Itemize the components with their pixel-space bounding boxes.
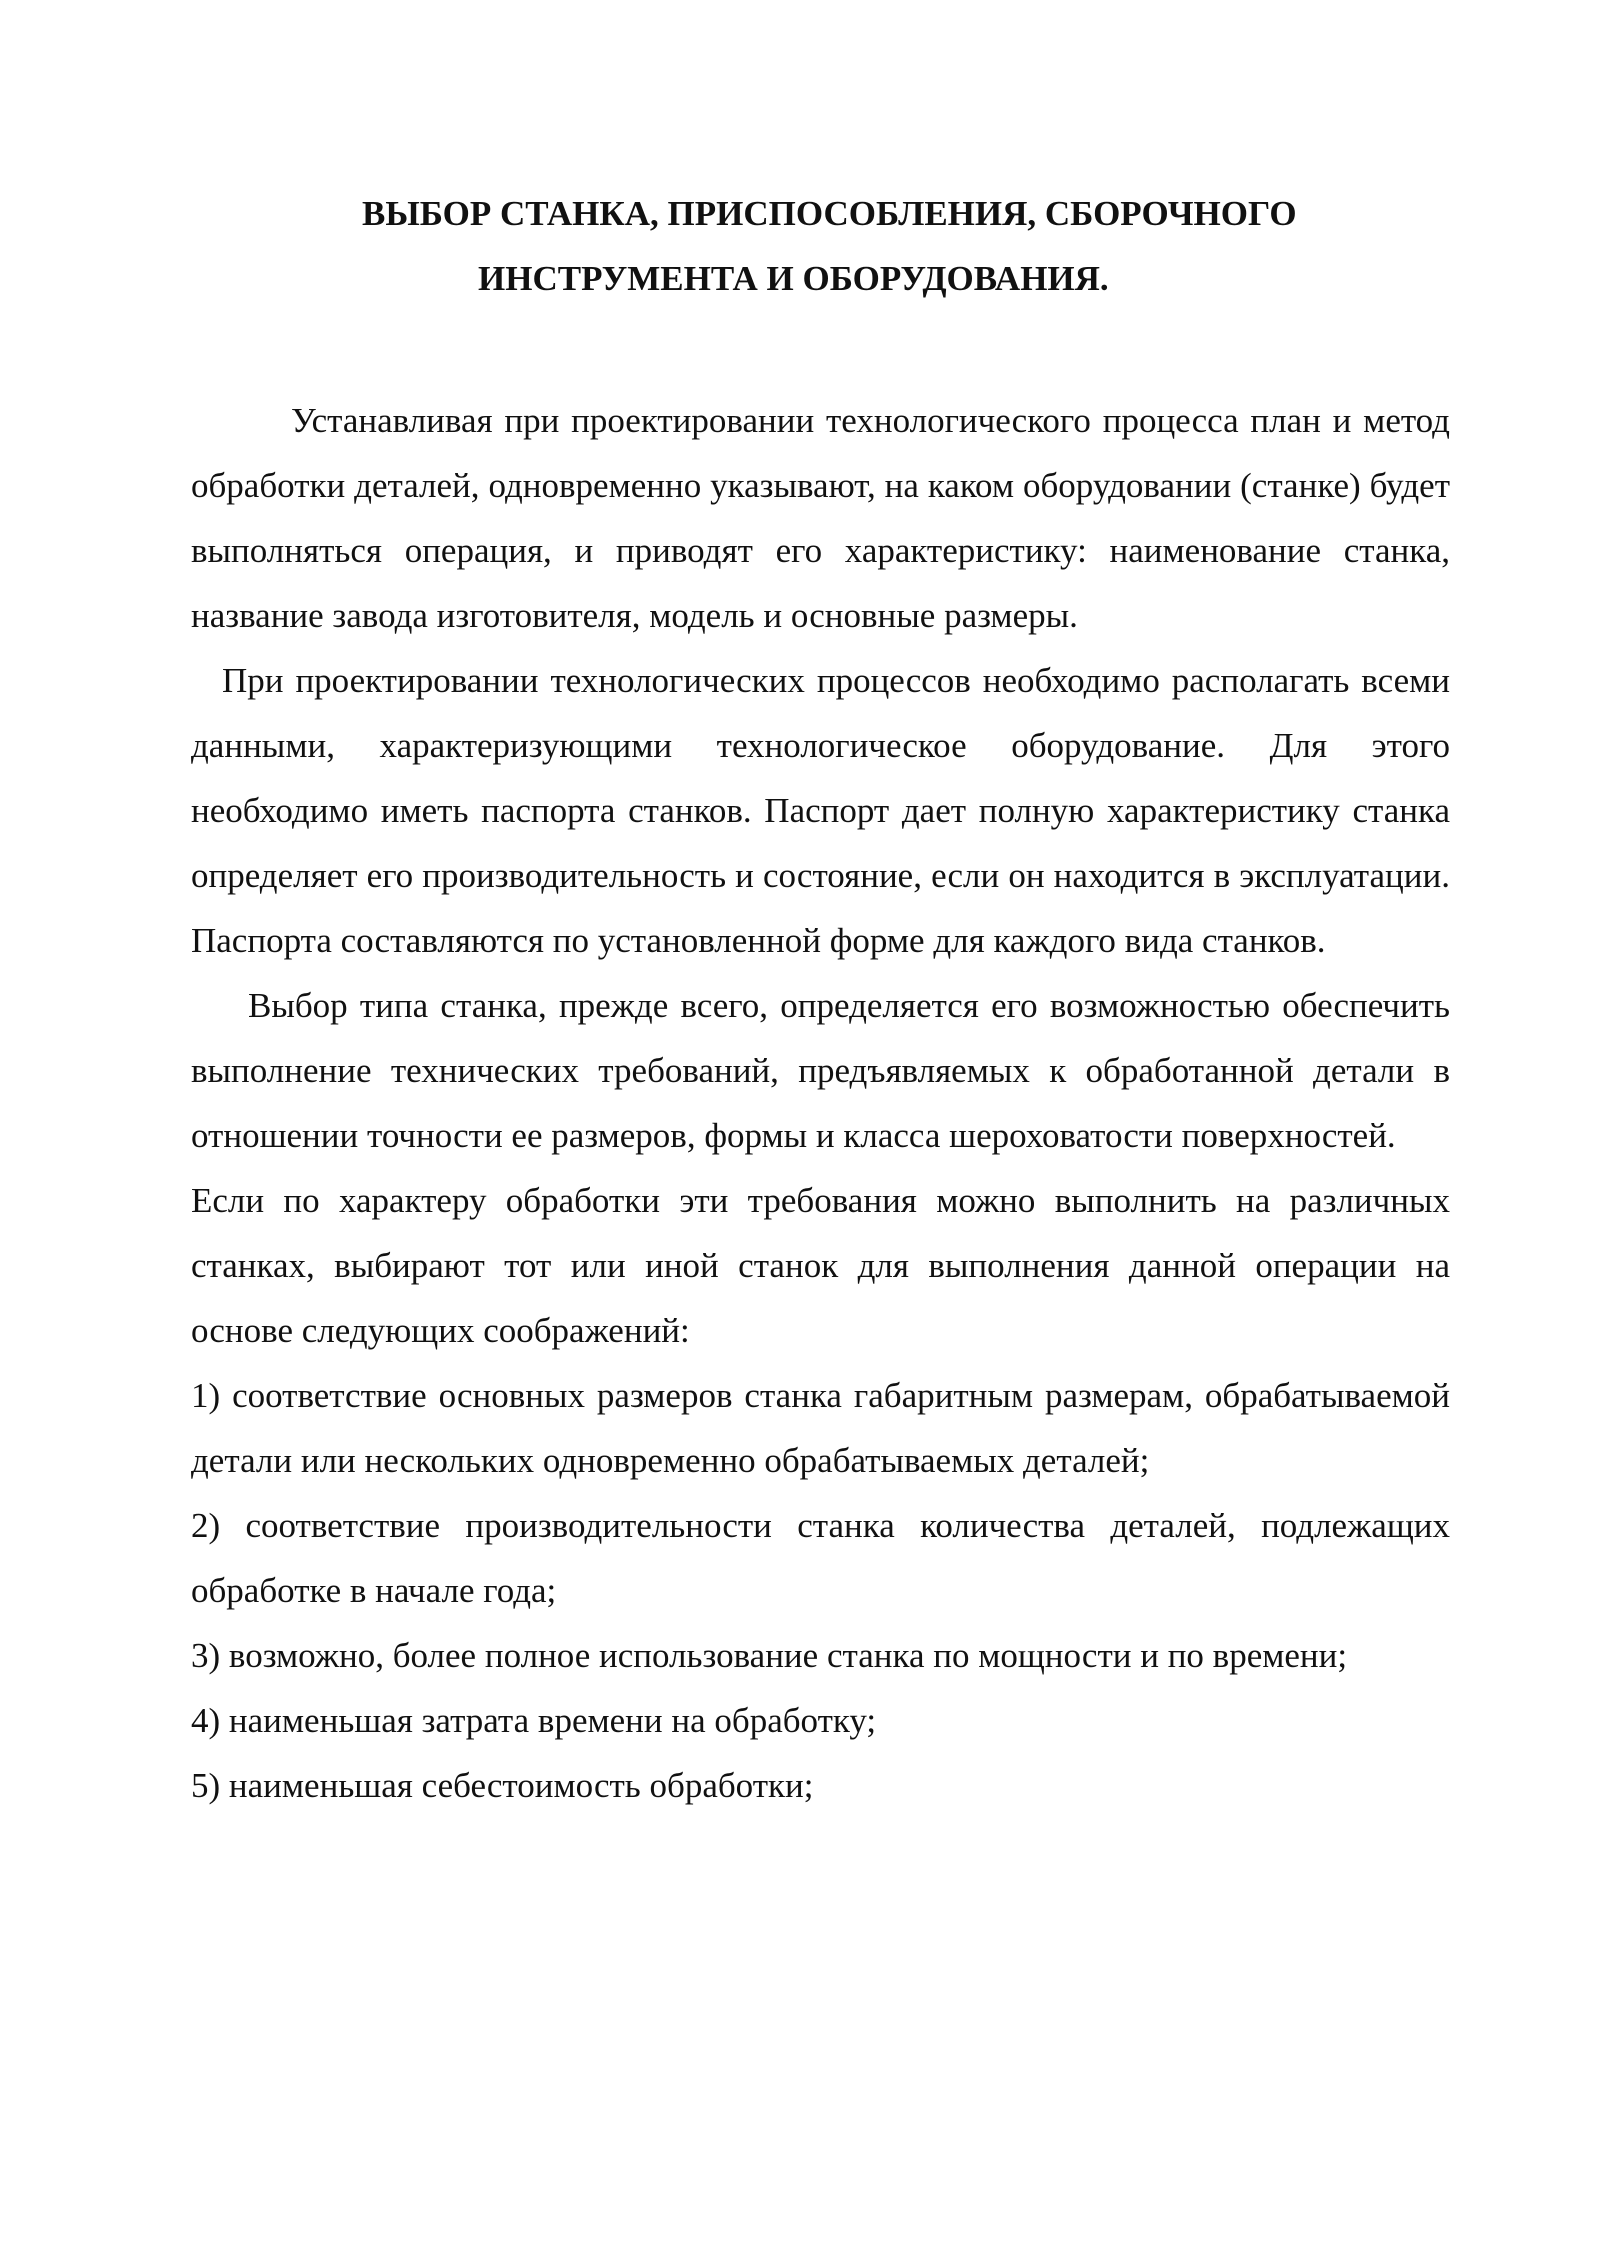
paragraph-machine-choice: Выбор типа станка, прежде всего, определяется его возможностью обеспечить выполнение технических требований, предъявляемых к обработанной детали в отношении точности ее размеров, формы и класса шероховатости поверхностей. <box>191 986 1450 1155</box>
list-item: 3) возможно, более полное использование станка по мощности и по времени; <box>191 1636 1348 1675</box>
document-title-line-1: ВЫБОР СТАНКА, ПРИСПОСОБЛЕНИЯ, СБОРОЧНОГО <box>362 194 1297 233</box>
paragraph-passports: При проектировании технологических процессов необходимо располагать всеми данными, характеризующими технологическое оборудование. Для этого необходимо иметь паспорта станков. Паспорт дает полную характеристику станка определяет его производительность и состояние, если он находится в эксплуатации. Паспорта составляются по установленной форме для каждого вида станков. <box>191 661 1450 960</box>
paragraph-considerations: Если по характеру обработки эти требования можно выполнить на различных станках, выбирают тот или иной станок для выполнения данной операции на основе следующих соображений: <box>191 1181 1450 1350</box>
list-item: 1) соответствие основных размеров станка габаритным размерам, обрабатываемой детали или нескольких одновременно обрабатываемых деталей; <box>191 1376 1450 1480</box>
list-item: 4) наименьшая затрата времени на обработку; <box>191 1701 877 1740</box>
paragraph-intro: Устанавливая при проектировании технологического процесса план и метод обработки деталей, одновременно указывают, на каком оборудовании (станке) будет выполняться операция, и приводят его характеристику: наименование станка, название завода изготовителя, модель и основные размеры. <box>191 401 1450 635</box>
document-title-line-2: ИНСТРУМЕНТА И ОБОРУДОВАНИЯ. <box>478 259 1109 298</box>
document-body <box>191 388 1450 1818</box>
list-item: 5) наименьшая себестоимость обработки; <box>191 1766 814 1805</box>
list-item: 2) соответствие производительности станка количества деталей, подлежащих обработке в начале года; <box>191 1506 1450 1610</box>
